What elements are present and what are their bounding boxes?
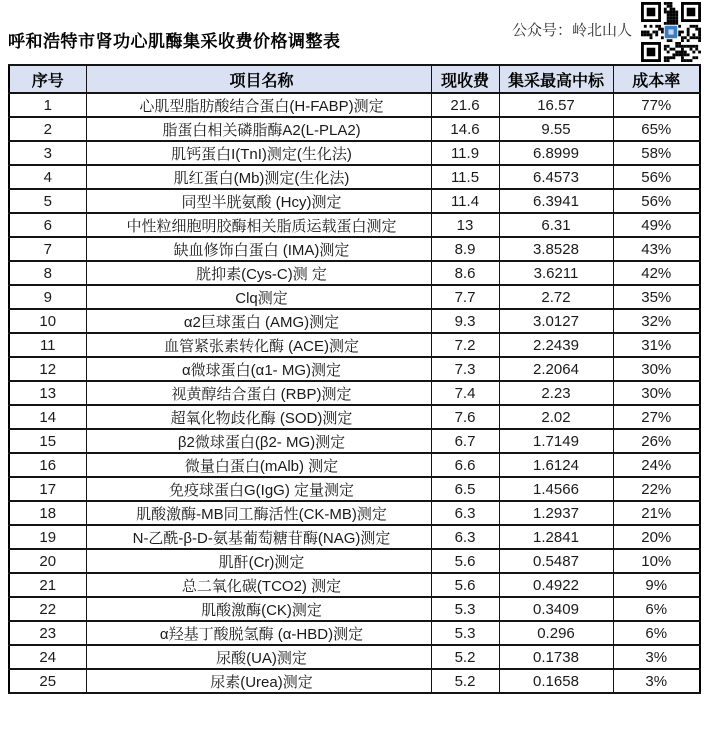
cell-name: Clq测定	[86, 285, 431, 309]
page-title: 呼和浩特市肾功心肌酶集采收费价格调整表	[8, 32, 341, 51]
table-row	[9, 453, 700, 477]
cell-no: 10	[9, 309, 86, 333]
cell-no: 17	[9, 477, 86, 501]
cell-cost-rate: 6%	[613, 621, 700, 645]
cell-no: 6	[9, 213, 86, 237]
cell-no: 12	[9, 357, 86, 381]
cell-no: 18	[9, 501, 86, 525]
table-row	[9, 141, 700, 165]
cell-name: 肌酸激酶(CK)测定	[86, 597, 431, 621]
cell-current-fee: 5.3	[431, 621, 499, 645]
cell-max-bid: 6.31	[499, 213, 613, 237]
table-row	[9, 333, 700, 357]
cell-max-bid: 0.296	[499, 621, 613, 645]
cell-cost-rate: 56%	[613, 189, 700, 213]
cell-no: 11	[9, 333, 86, 357]
cell-name: 超氧化物歧化酶 (SOD)测定	[86, 405, 431, 429]
cell-name: N-乙酰-β-D-氨基葡萄糖苷酶(NAG)测定	[86, 525, 431, 549]
cell-cost-rate: 31%	[613, 333, 700, 357]
table-row	[9, 549, 700, 573]
cell-cost-rate: 24%	[613, 453, 700, 477]
table-row	[9, 525, 700, 549]
cell-name: 免疫球蛋白G(IgG) 定量测定	[86, 477, 431, 501]
cell-no: 19	[9, 525, 86, 549]
cell-current-fee: 11.5	[431, 165, 499, 189]
table-body	[9, 93, 700, 693]
cell-cost-rate: 20%	[613, 525, 700, 549]
cell-max-bid: 3.6211	[499, 261, 613, 285]
column-header-name: 项目名称	[86, 65, 431, 93]
cell-current-fee: 8.9	[431, 237, 499, 261]
cell-max-bid: 6.8999	[499, 141, 613, 165]
cell-cost-rate: 9%	[613, 573, 700, 597]
cell-name: 肌酸激酶-MB同工酶活性(CK-MB)测定	[86, 501, 431, 525]
cell-current-fee: 6.3	[431, 501, 499, 525]
cell-max-bid: 2.23	[499, 381, 613, 405]
cell-no: 13	[9, 381, 86, 405]
cell-cost-rate: 3%	[613, 645, 700, 669]
cell-no: 25	[9, 669, 86, 693]
column-header-cost-rate: 成本率	[613, 65, 700, 93]
cell-current-fee: 6.3	[431, 525, 499, 549]
cell-no: 5	[9, 189, 86, 213]
cell-cost-rate: 43%	[613, 237, 700, 261]
cell-name: 肌红蛋白(Mb)测定(生化法)	[86, 165, 431, 189]
cell-cost-rate: 77%	[613, 93, 700, 117]
cell-cost-rate: 10%	[613, 549, 700, 573]
table-row	[9, 117, 700, 141]
cell-max-bid: 0.1738	[499, 645, 613, 669]
cell-current-fee: 5.2	[431, 669, 499, 693]
cell-max-bid: 1.4566	[499, 477, 613, 501]
cell-name: α微球蛋白(α1- MG)测定	[86, 357, 431, 381]
table-row	[9, 669, 700, 693]
table-row	[9, 405, 700, 429]
cell-max-bid: 2.2439	[499, 333, 613, 357]
cell-max-bid: 1.6124	[499, 453, 613, 477]
cell-name: 总二氧化碳(TCO2) 测定	[86, 573, 431, 597]
cell-name: 肌酐(Cr)测定	[86, 549, 431, 573]
cell-cost-rate: 30%	[613, 381, 700, 405]
cell-max-bid: 2.2064	[499, 357, 613, 381]
cell-cost-rate: 65%	[613, 117, 700, 141]
cell-no: 23	[9, 621, 86, 645]
cell-current-fee: 9.3	[431, 309, 499, 333]
cell-current-fee: 7.2	[431, 333, 499, 357]
header-row	[9, 65, 700, 93]
column-header-current-fee: 现收费	[431, 65, 499, 93]
cell-no: 20	[9, 549, 86, 573]
table-row	[9, 165, 700, 189]
cell-no: 4	[9, 165, 86, 189]
cell-no: 16	[9, 453, 86, 477]
table-row	[9, 573, 700, 597]
cell-max-bid: 0.5487	[499, 549, 613, 573]
cell-cost-rate: 22%	[613, 477, 700, 501]
cell-no: 21	[9, 573, 86, 597]
cell-name: 微量白蛋白(mAlb) 测定	[86, 453, 431, 477]
cell-cost-rate: 30%	[613, 357, 700, 381]
cell-max-bid: 2.72	[499, 285, 613, 309]
cell-name: 血管紧张素转化酶 (ACE)测定	[86, 333, 431, 357]
cell-name: 肌钙蛋白I(TnI)测定(生化法)	[86, 141, 431, 165]
cell-current-fee: 7.3	[431, 357, 499, 381]
qr-code-icon	[641, 2, 701, 62]
cell-cost-rate: 58%	[613, 141, 700, 165]
cell-name: 心肌型脂肪酸结合蛋白(H-FABP)测定	[86, 93, 431, 117]
cell-no: 7	[9, 237, 86, 261]
cell-name: 胱抑素(Cys-C)测 定	[86, 261, 431, 285]
cell-no: 9	[9, 285, 86, 309]
publisher-label: 公众号：岭北山人	[511, 22, 632, 39]
cell-current-fee: 6.6	[431, 453, 499, 477]
cell-max-bid: 6.4573	[499, 165, 613, 189]
cell-current-fee: 5.2	[431, 645, 499, 669]
cell-no: 15	[9, 429, 86, 453]
table-row	[9, 237, 700, 261]
cell-cost-rate: 27%	[613, 405, 700, 429]
cell-name: 尿素(Urea)测定	[86, 669, 431, 693]
table-row	[9, 501, 700, 525]
cell-name: α2巨球蛋白 (AMG)测定	[86, 309, 431, 333]
cell-cost-rate: 49%	[613, 213, 700, 237]
cell-cost-rate: 26%	[613, 429, 700, 453]
table-row	[9, 381, 700, 405]
cell-max-bid: 3.8528	[499, 237, 613, 261]
cell-max-bid: 1.2841	[499, 525, 613, 549]
cell-no: 14	[9, 405, 86, 429]
column-header-max-bid: 集采最高中标	[499, 65, 613, 93]
table-row	[9, 309, 700, 333]
table-row	[9, 621, 700, 645]
cell-current-fee: 14.6	[431, 117, 499, 141]
cell-name: 中性粒细胞明胶酶相关脂质运载蛋白测定	[86, 213, 431, 237]
cell-current-fee: 21.6	[431, 93, 499, 117]
table-row	[9, 189, 700, 213]
table-row	[9, 213, 700, 237]
cell-current-fee: 5.6	[431, 573, 499, 597]
cell-name: 尿酸(UA)测定	[86, 645, 431, 669]
cell-cost-rate: 42%	[613, 261, 700, 285]
cell-no: 22	[9, 597, 86, 621]
table-row	[9, 645, 700, 669]
table-row	[9, 597, 700, 621]
cell-max-bid: 2.02	[499, 405, 613, 429]
cell-name: 缺血修饰白蛋白 (IMA)测定	[86, 237, 431, 261]
cell-name: 同型半胱氨酸 (Hcy)测定	[86, 189, 431, 213]
cell-cost-rate: 56%	[613, 165, 700, 189]
cell-max-bid: 0.3409	[499, 597, 613, 621]
cell-name: β2微球蛋白(β2- MG)测定	[86, 429, 431, 453]
table-row	[9, 285, 700, 309]
cell-current-fee: 13	[431, 213, 499, 237]
table-header	[9, 65, 700, 93]
fee-table	[8, 64, 701, 694]
cell-name: 视黄醇结合蛋白 (RBP)测定	[86, 381, 431, 405]
table-row	[9, 477, 700, 501]
column-header-no: 序号	[9, 65, 86, 93]
cell-max-bid: 16.57	[499, 93, 613, 117]
cell-max-bid: 9.55	[499, 117, 613, 141]
cell-max-bid: 1.7149	[499, 429, 613, 453]
cell-current-fee: 6.7	[431, 429, 499, 453]
cell-max-bid: 1.2937	[499, 501, 613, 525]
cell-cost-rate: 35%	[613, 285, 700, 309]
cell-name: α羟基丁酸脱氢酶 (α-HBD)测定	[86, 621, 431, 645]
cell-no: 24	[9, 645, 86, 669]
cell-cost-rate: 21%	[613, 501, 700, 525]
cell-current-fee: 7.7	[431, 285, 499, 309]
table-row	[9, 429, 700, 453]
cell-current-fee: 11.4	[431, 189, 499, 213]
cell-no: 3	[9, 141, 86, 165]
cell-name: 脂蛋白相关磷脂酶A2(L-PLA2)	[86, 117, 431, 141]
table-row	[9, 93, 700, 117]
cell-no: 1	[9, 93, 86, 117]
table-row	[9, 357, 700, 381]
cell-current-fee: 5.3	[431, 597, 499, 621]
cell-current-fee: 7.4	[431, 381, 499, 405]
cell-no: 2	[9, 117, 86, 141]
cell-cost-rate: 6%	[613, 597, 700, 621]
cell-no: 8	[9, 261, 86, 285]
cell-current-fee: 5.6	[431, 549, 499, 573]
cell-max-bid: 3.0127	[499, 309, 613, 333]
table-row	[9, 261, 700, 285]
cell-current-fee: 8.6	[431, 261, 499, 285]
cell-current-fee: 7.6	[431, 405, 499, 429]
cell-max-bid: 0.1658	[499, 669, 613, 693]
cell-cost-rate: 32%	[613, 309, 700, 333]
cell-current-fee: 6.5	[431, 477, 499, 501]
cell-max-bid: 0.4922	[499, 573, 613, 597]
cell-cost-rate: 3%	[613, 669, 700, 693]
cell-max-bid: 6.3941	[499, 189, 613, 213]
cell-current-fee: 11.9	[431, 141, 499, 165]
